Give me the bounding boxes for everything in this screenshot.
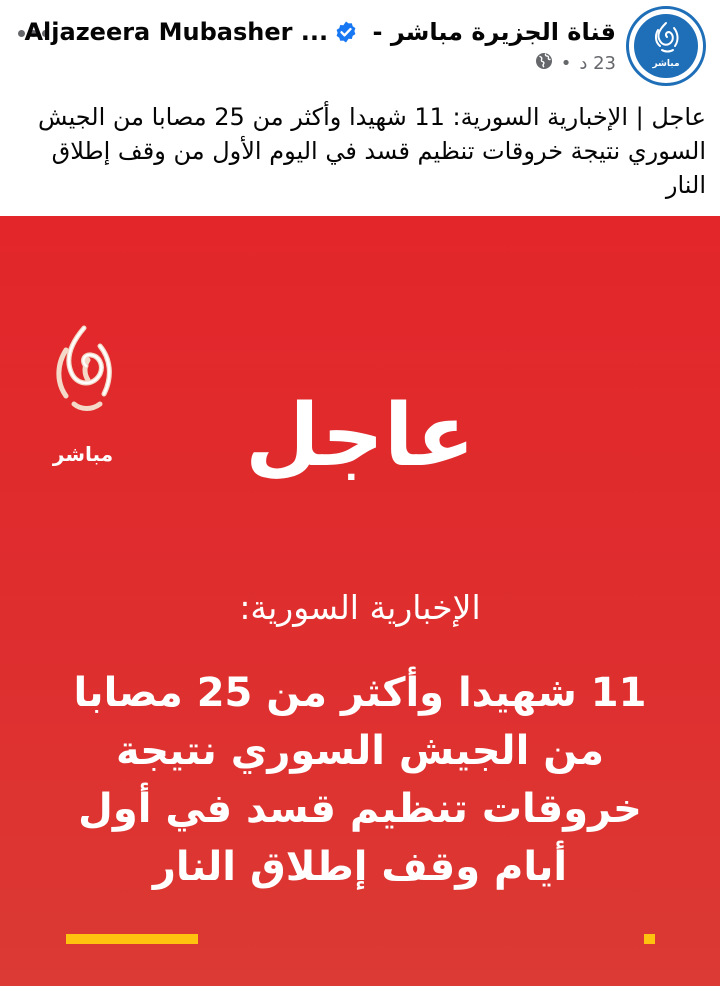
meta-dot: • [560, 53, 572, 74]
accent-bar-right [644, 934, 655, 944]
news-source: الإخبارية السورية: [239, 588, 481, 627]
post-timestamp[interactable]: 23 د [579, 53, 616, 74]
verified-badge-icon [334, 20, 358, 44]
aljazeera-calligraphy-icon [38, 320, 128, 440]
globe-icon [535, 52, 553, 75]
page-name-link[interactable] [24, 18, 616, 46]
page-avatar[interactable] [626, 6, 706, 86]
breaking-news-image[interactable] [0, 216, 720, 986]
post-meta [535, 52, 616, 75]
news-headline: 11 شهيدا وأكثر من 25 مصابا من الجيش السوري نتيجة خروقات تنظيم قسد في أول أيام وقف إطلاق النار [73, 670, 647, 890]
post-header [0, 0, 720, 92]
page-name-ar: قناة الجزيرة مباشر [390, 18, 616, 46]
accent-bar-left [66, 934, 198, 944]
avatar-caption: مباشر [652, 59, 680, 69]
post-caption: عاجل | الإخبارية السورية: 11 شهيدا وأكثر من 25 مصابا من الجيش السوري نتيجة خروقات تنظيم قسد في اليوم الأول من وقف إطلاق النار [37, 103, 706, 199]
urgent-title: عاجل [245, 386, 475, 486]
aljazeera-logo-icon [644, 20, 688, 60]
page-name-en: Aljazeera Mubasher ... [24, 18, 329, 46]
avatar-logo [634, 14, 698, 78]
aljazeera-mubasher-logo [38, 320, 128, 470]
page-name-separator: - [364, 18, 391, 46]
logo-mubasher-text: مباشر [52, 442, 114, 466]
